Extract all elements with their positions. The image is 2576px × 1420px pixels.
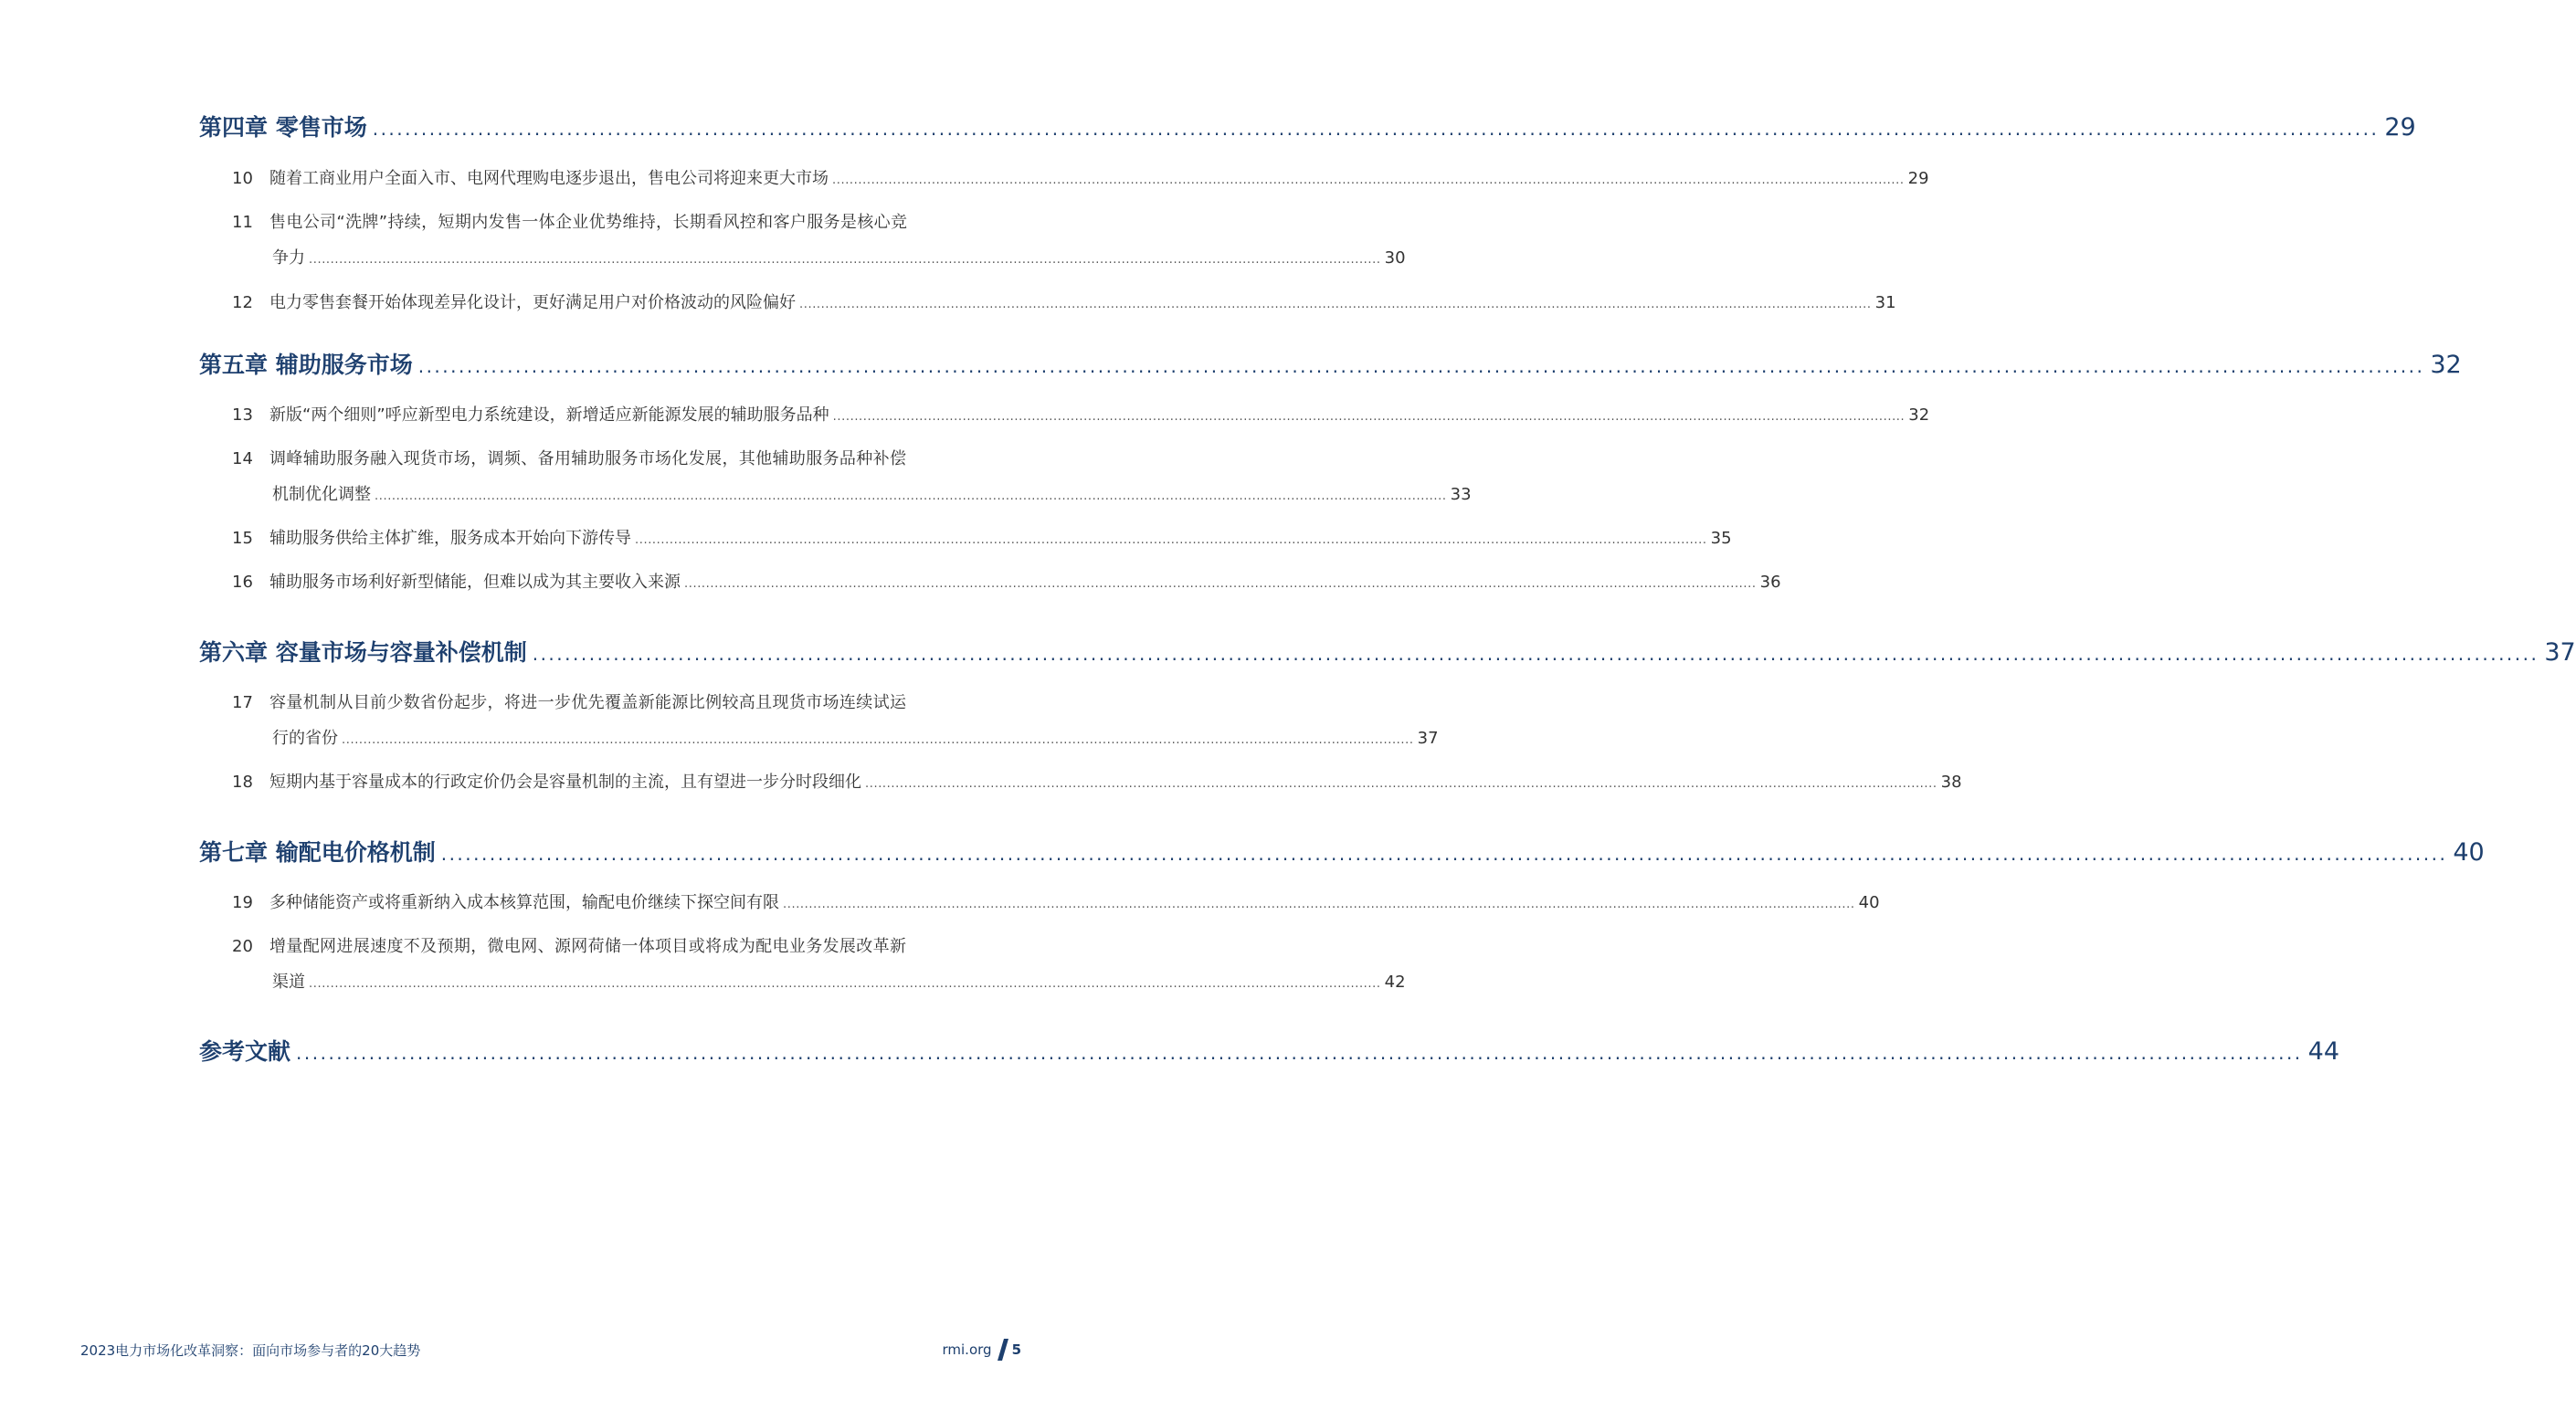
item-title: 辅助服务市场利好新型储能，但难以成为其主要收入来源 (269, 573, 681, 592)
item-page-number: 31 (1874, 293, 1896, 312)
item-number: 13 (232, 405, 253, 425)
item-number: 16 (232, 573, 253, 592)
toc-references[interactable] (199, 1031, 2340, 1068)
page-footer (80, 1336, 1021, 1363)
toc-item-15[interactable] (232, 525, 1732, 552)
dot-leader: ........................................................................................................................................................................................................................................................ (684, 577, 1757, 591)
item-page-number: 40 (1858, 893, 1880, 912)
toc-item-12[interactable] (232, 289, 1896, 317)
dot-leader: ........................................................................................................................................................................................................................................................ (309, 977, 1381, 991)
item-title: 多种储能资产或将重新纳入成本核算范围，输配电价继续下探空间有限 (269, 893, 779, 912)
dot-leader: ........................................................................................................................................................................................................................................................ (309, 253, 1381, 267)
item-number: 11 (232, 213, 253, 232)
chapter-title: 参考文献 (199, 1038, 291, 1065)
dot-leader: ........................................................................................................................................................................................................................................................ (799, 298, 1872, 311)
dot-leader: ........................................................................................................................................................................................................................................................ (832, 174, 1905, 187)
toc-item-18[interactable] (232, 769, 1962, 796)
dot-leader: ........................................................................................................................................................................................................................................................ (783, 898, 1855, 911)
item-number: 15 (232, 529, 253, 548)
item-number: 20 (232, 937, 253, 956)
dot-leader: ........................................................................................................................................................................................................................................................ (440, 843, 2448, 865)
toc-chapter-7[interactable] (199, 832, 2485, 868)
chapter-title: 第七章 输配电价格机制 (199, 839, 436, 866)
toc-item-20[interactable] (232, 933, 1406, 996)
item-title-line-1: 容量机制从目前少数省份起步，将进一步优先覆盖新能源比例较高且现货市场连续试运 (269, 693, 907, 712)
footer-site-link[interactable]: rmi.org (942, 1341, 992, 1358)
toc-item-17[interactable] (232, 689, 1439, 752)
item-title-line-2: 行的省份 (272, 729, 338, 748)
item-number: 12 (232, 293, 253, 312)
footer-report-title: 2023电力市场化改革洞察：面向市场参与者的20大趋势 (80, 1341, 421, 1359)
footer-page-number: 5 (1011, 1341, 1021, 1358)
dot-leader: ........................................................................................................................................................................................................................................................ (635, 533, 1707, 547)
chapter-page-number: 29 (2384, 113, 2416, 142)
slash-divider-icon (998, 1339, 1008, 1361)
item-title: 短期内基于容量成本的行政定价仍会是容量机制的主流，且有望进一步分时段细化 (269, 773, 861, 792)
dot-leader: ........................................................................................................................................................................................................................................................ (532, 643, 2539, 665)
item-number: 14 (232, 449, 253, 468)
item-title: 新版“两个细则”呼应新型电力系统建设，新增适应新能源发展的辅助服务品种 (269, 405, 829, 425)
chapter-title: 第五章 辅助服务市场 (199, 352, 413, 378)
item-title-line-1: 售电公司“洗牌”持续，短期内发售一体企业优势维持，长期看风控和客户服务是核心竞 (269, 213, 908, 232)
chapter-title: 第六章 容量市场与容量补偿机制 (199, 639, 527, 666)
dot-leader: ........................................................................................................................................................................................................................................................ (296, 1042, 2303, 1064)
chapter-page-number: 32 (2430, 351, 2462, 379)
item-title-line-1: 增量配网进展速度不及预期，微电网、源网荷储一体项目或将成为配电业务发展改革新 (269, 937, 907, 956)
item-title-line-2: 争力 (272, 248, 305, 268)
chapter-title: 第四章 零售市场 (199, 114, 367, 141)
dot-leader: ........................................................................................................................................................................................................................................................ (417, 355, 2425, 377)
item-number: 19 (232, 893, 253, 912)
item-number: 10 (232, 169, 253, 188)
toc-item-19[interactable] (232, 889, 1880, 917)
item-title: 辅助服务供给主体扩维，服务成本开始向下游传导 (269, 529, 631, 548)
chapter-page-number: 40 (2453, 838, 2485, 867)
item-page-number: 36 (1759, 573, 1781, 592)
item-title-line-2: 渠道 (272, 973, 305, 992)
dot-leader: ........................................................................................................................................................................................................................................................ (372, 118, 2380, 140)
item-page-number: 37 (1417, 729, 1439, 748)
item-page-number: 30 (1384, 248, 1406, 268)
item-title-line-1: 调峰辅助服务融入现货市场，调频、备用辅助服务市场化发展，其他辅助服务品种补偿 (269, 449, 907, 468)
chapter-page-number: 37 (2544, 638, 2576, 667)
toc-item-11[interactable] (232, 209, 1406, 272)
toc-item-14[interactable] (232, 446, 1472, 509)
toc-chapter-5[interactable] (199, 344, 2462, 381)
toc-item-16[interactable] (232, 569, 1781, 596)
item-number: 17 (232, 693, 253, 712)
item-page-number: 38 (1940, 773, 1962, 792)
item-page-number: 33 (1450, 485, 1472, 504)
toc-item-13[interactable] (232, 402, 1930, 429)
dot-leader: ........................................................................................................................................................................................................................................................ (342, 733, 1414, 747)
dot-leader: ........................................................................................................................................................................................................................................................ (865, 777, 1937, 791)
item-title: 电力零售套餐开始体现差异化设计，更好满足用户对价格波动的风险偏好 (269, 293, 796, 312)
item-title: 随着工商业用户全面入市、电网代理购电逐步退出，售电公司将迎来更大市场 (269, 169, 829, 188)
chapter-page-number: 44 (2307, 1037, 2340, 1066)
item-page-number: 42 (1384, 973, 1406, 992)
dot-leader: ........................................................................................................................................................................................................................................................ (375, 489, 1447, 503)
item-page-number: 32 (1908, 405, 1930, 425)
item-number: 18 (232, 773, 253, 792)
toc-item-10[interactable] (232, 165, 1929, 193)
footer-right (943, 1339, 1022, 1361)
toc-chapter-4[interactable] (199, 107, 2416, 143)
item-title-line-2: 机制优化调整 (272, 485, 371, 504)
item-page-number: 35 (1710, 529, 1732, 548)
toc-chapter-6[interactable] (199, 632, 2576, 668)
dot-leader: ........................................................................................................................................................................................................................................................ (832, 410, 1906, 424)
item-page-number: 29 (1907, 169, 1929, 188)
